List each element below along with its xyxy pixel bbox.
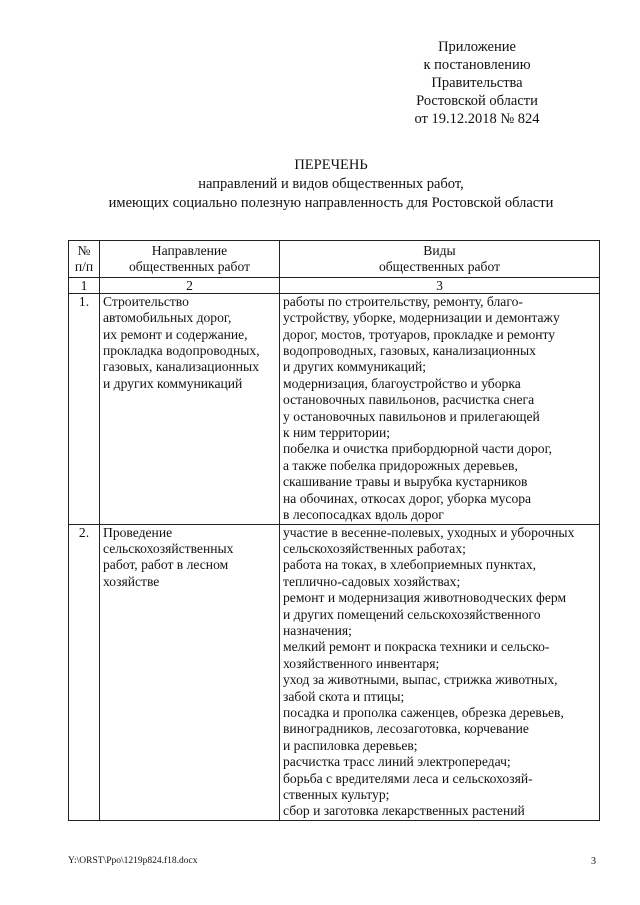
direction-line: прокладка водопроводных, <box>103 343 260 359</box>
work-kind-line: работы по строительству, ремонту, благо- <box>283 293 523 309</box>
work-kind-item <box>283 672 596 705</box>
work-kind-line: назначения; <box>283 622 352 638</box>
title-line: направлений и видов общественных работ, <box>198 176 464 192</box>
title-line: имеющих социально полезную направленность для Ростовской области <box>108 195 554 211</box>
works-table <box>68 240 600 821</box>
document-title <box>70 156 592 213</box>
work-kind-line: побелка и очистка прибордюрной части дорог, <box>283 441 553 457</box>
work-kind-line: водопроводных, газовых, канализационных <box>283 343 536 359</box>
work-kind-line: к ним территории; <box>283 425 391 441</box>
work-kind-line: теплично-садовых хозяйствах; <box>283 573 461 589</box>
work-kind-line: модернизация, благоустройство и уборка <box>283 375 521 391</box>
direction-line: Проведение <box>103 524 173 540</box>
work-kind-line: устройству, уборке, модернизации и демонтажу <box>283 310 560 326</box>
appendix-line: к постановлению <box>423 57 531 73</box>
header-number: № п/п <box>69 241 100 278</box>
header-kinds: Виды общественных работ <box>280 241 600 278</box>
work-kind-line: ственных культур; <box>283 787 390 802</box>
row-number: 2. <box>69 524 100 820</box>
work-kind-item <box>283 525 596 558</box>
column-number: 3 <box>280 277 600 293</box>
work-kind-item <box>283 771 596 804</box>
row-kinds <box>280 293 600 524</box>
row-direction <box>100 524 280 820</box>
work-kind-line: посадка и прополка саженцев, обрезка деревьев, <box>283 704 564 720</box>
work-kind-line: а также побелка придорожных деревьев, <box>283 457 518 473</box>
footer-file-path: Y:\ORST\Ppo\1219p824.f18.docx <box>68 856 198 866</box>
column-number-row <box>69 277 600 293</box>
work-kind-line: виноградников, лесозаготовка, корчевание <box>283 721 529 737</box>
column-number: 1 <box>69 277 100 293</box>
work-kind-line: скашивание травы и вырубка кустарников <box>283 474 528 490</box>
appendix-line: Приложение <box>438 39 516 55</box>
appendix-line: Правительства <box>431 75 523 91</box>
direction-line: Строительство <box>103 293 189 309</box>
work-kind-line: ремонт и модернизация животноводческих ферм <box>283 590 567 606</box>
table-header-row <box>69 241 600 278</box>
work-kind-line: расчистка трасс линий электропередач; <box>283 754 511 770</box>
work-kind-line: и распиловка деревьев; <box>283 737 418 753</box>
work-kind-item <box>283 557 596 590</box>
row-kinds <box>280 524 600 820</box>
table-row <box>69 293 600 524</box>
header-direction: Направление общественных работ <box>100 241 280 278</box>
work-kind-line: на обочинах, откосах дорог, уборка мусора <box>283 490 532 506</box>
work-kind-item <box>283 294 596 376</box>
work-kind-item <box>283 803 596 819</box>
column-number: 2 <box>100 277 280 293</box>
work-kind-item <box>283 705 596 754</box>
work-kind-item <box>283 441 596 523</box>
work-kind-line: хозяйственного инвентаря; <box>283 655 440 671</box>
work-kind-line: забой скота и птицы; <box>283 688 405 704</box>
row-direction <box>100 293 280 524</box>
work-kind-line: у остановочных павильонов и прилегающей <box>283 408 540 424</box>
work-kind-item <box>283 376 596 442</box>
work-kind-item <box>283 590 596 639</box>
work-kind-line: уход за животными, выпас, стрижка животных, <box>283 672 558 688</box>
work-kind-line: участие в весенне-полевых, уходных и уборочных <box>283 524 575 540</box>
work-kind-line: борьба с вредителями леса и сельскохозяй- <box>283 770 533 786</box>
work-kind-item <box>283 754 596 770</box>
work-kind-line: сельскохозяйственных работах; <box>283 540 466 556</box>
appendix-line: Ростовской области <box>416 93 538 109</box>
direction-line: газовых, канализационных <box>103 359 259 375</box>
work-kind-line: и других помещений сельскохозяйственного <box>283 606 541 622</box>
work-kind-item <box>283 639 596 672</box>
work-kind-line: остановочных павильонов, расчистка снега <box>283 392 535 408</box>
work-kind-line: и других коммуникаций; <box>283 359 427 375</box>
work-kind-line: в лесопосадках вдоль дорог <box>283 507 444 523</box>
appendix-line: от 19.12.2018 № 824 <box>414 111 540 127</box>
page-number: 3 <box>591 856 596 867</box>
direction-line: их ремонт и содержание, <box>103 326 248 342</box>
work-kind-line: дорог, мостов, тротуаров, прокладке и ремонту <box>283 326 556 342</box>
row-number: 1. <box>69 293 100 524</box>
title-heading: ПЕРЕЧЕНЬ <box>294 157 368 173</box>
direction-line: сельскохозяйственных <box>103 540 234 556</box>
work-kind-line: мелкий ремонт и покраска техники и сельско- <box>283 639 550 655</box>
direction-line: работ, работ в лесном <box>103 557 229 573</box>
work-kind-line: работа на токах, в хлебоприемных пунктах, <box>283 557 537 573</box>
table-row <box>69 524 600 820</box>
direction-line: и других коммуникаций <box>103 375 243 391</box>
work-kind-line: сбор и заготовка лекарственных растений <box>283 803 525 819</box>
direction-line: автомобильных дорог, <box>103 310 232 326</box>
appendix-block <box>362 38 592 128</box>
direction-line: хозяйстве <box>103 573 160 589</box>
